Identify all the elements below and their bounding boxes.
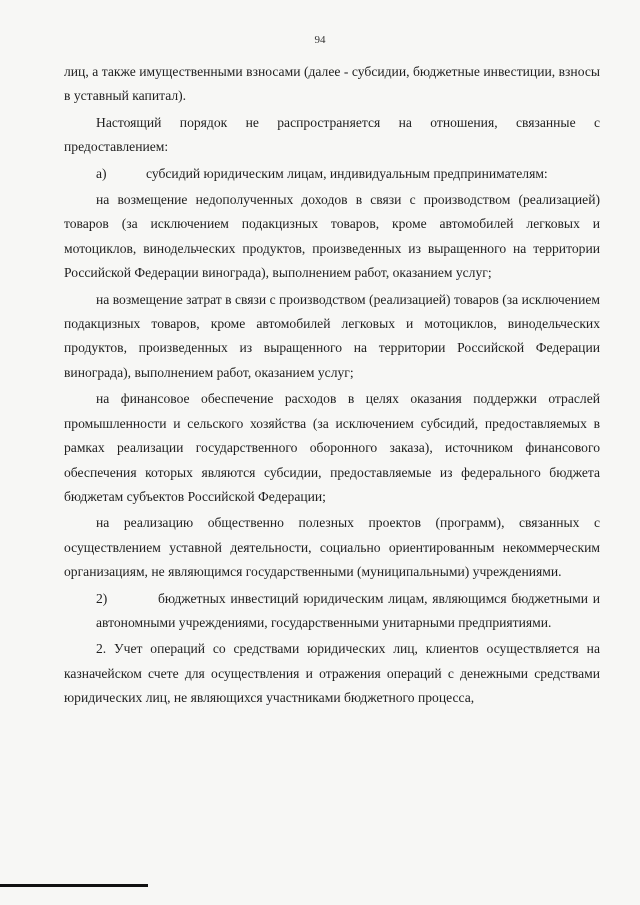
paragraph-cost-compensation: на возмещение затрат в связи с производством (реализацией) товаров (за исключением подакцизных товаров, кроме автомобилей легковых и мотоциклов, винодельческих продуктов, произведенных из выращенного на территории Российской Федерации винограда), выполнением работ, оказанием услуг; <box>64 291 600 380</box>
list-item-2 <box>64 587 600 636</box>
paragraph-public-projects: на реализацию общественно полезных проектов (программ), связанных с осуществлением уставной деятельности, социально ориентированным некоммерческим организациям, не являющимся государственными (муниципальными) учреждениями. <box>64 515 600 580</box>
paragraph-scope: Настоящий порядок не распространяется на отношения, связанные с предоставлением: <box>64 114 600 155</box>
paragraph-financial-support: на финансовое обеспечение расходов в целях оказания поддержки отраслей промышленности и сельского хозяйства (за исключением субсидий, предоставляемых в рамках реализации государственного оборонного заказа), источником финансового обеспечения которых являются субсидии, предоставляемые из федерального бюджета бюджетам субъектов Российской Федерации; <box>64 391 600 504</box>
paragraph-accounting: 2. Учет операций со средствами юридических лиц, клиентов осуществляется на казначейском счете для осуществления и отражения операций с денежными средствами юридических лиц, не являющихся участниками бюджетного процесса, <box>64 641 600 706</box>
list-item-2-text: бюджетных инвестиций юридическим лицам, являющимся бюджетными и автономными учреждениями, государственными унитарными предприятиями. <box>96 590 600 630</box>
list-item-a-text: субсидий юридическим лицам, индивидуальным предпринимателям: <box>146 165 548 181</box>
list-item-a <box>64 162 600 186</box>
paragraph-income-compensation: на возмещение недополученных доходов в связи с производством (реализацией) товаров (за исключением подакцизных товаров, кроме автомобилей легковых и мотоциклов, винодельческих продуктов, произведенных из выращенного на территории Российской Федерации винограда), выполнением работ, оказанием услуг; <box>64 192 600 281</box>
document-body <box>64 60 600 713</box>
list-item-2-marker: 2) <box>96 590 108 606</box>
paragraph-continuation: лиц, а также имущественными взносами (далее - субсидии, бюджетные инвестиции, взносы в уставный капитал). <box>64 64 600 104</box>
page-bottom-rule <box>0 884 148 887</box>
list-item-a-marker: а) <box>96 165 107 181</box>
page-number: 94 <box>314 34 326 46</box>
